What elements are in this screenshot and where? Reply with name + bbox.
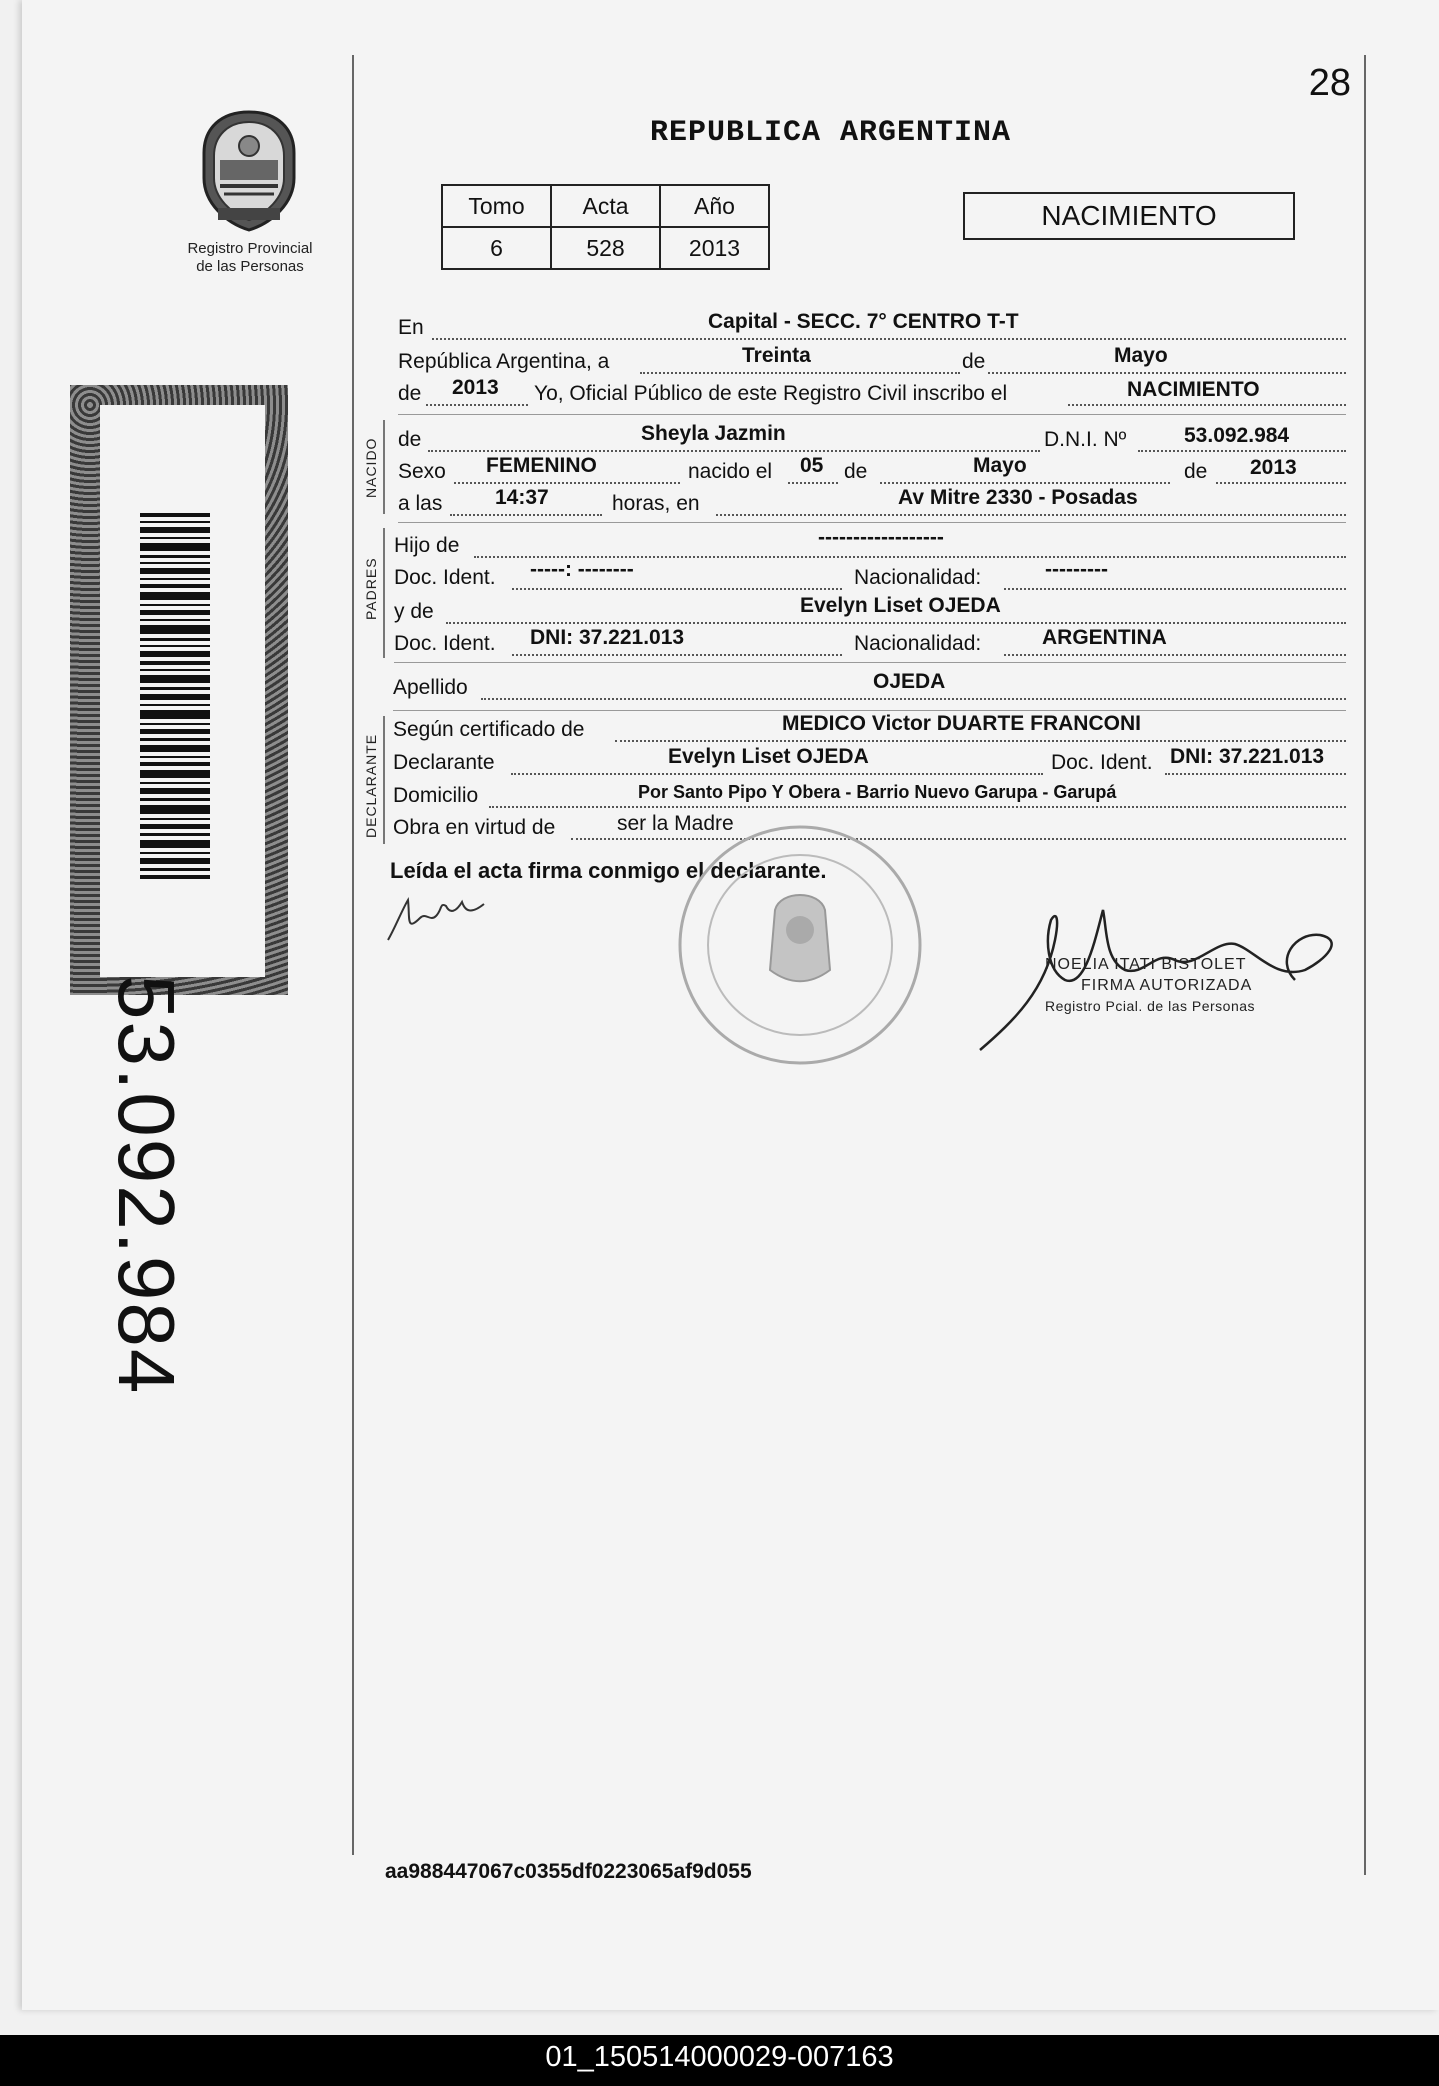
value-virtud: ser la Madre <box>617 812 734 835</box>
side-label-nacido: NACIDO <box>363 437 379 498</box>
label-domicilio: Domicilio <box>393 784 479 807</box>
separator <box>393 710 1346 711</box>
value-madre-nac: ARGENTINA <box>1042 626 1167 649</box>
misiones-coat-of-arms-logo <box>196 108 302 233</box>
label-en: En <box>398 316 424 339</box>
value-madre-doc: DNI: 37.221.013 <box>530 626 685 649</box>
anio-value: 2013 <box>660 227 769 269</box>
dotted-fill <box>1138 450 1346 452</box>
document-title: REPUBLICA ARGENTINA <box>650 116 1012 150</box>
value-apellido: OJEDA <box>873 670 946 693</box>
acta-header-row <box>442 185 769 227</box>
official-stamp <box>670 820 930 1070</box>
line-apellido <box>393 676 1346 706</box>
label-doc-ident-2: Doc. Ident. <box>394 632 496 655</box>
right-margin-line <box>1364 55 1366 1875</box>
label-nacido-el: nacido el <box>688 460 773 483</box>
dotted-fill <box>1004 654 1346 656</box>
label-de-2: de <box>1184 460 1208 483</box>
separator <box>398 414 1346 415</box>
label-doc-ident-3: Doc. Ident. <box>1051 751 1153 774</box>
acta-value: 528 <box>551 227 660 269</box>
padres-bracket <box>383 528 385 658</box>
official-office: Registro Pcial. de las Personas <box>1045 998 1256 1014</box>
dotted-fill <box>428 450 1040 452</box>
label-segun-certificado: Según certificado de <box>393 718 585 741</box>
dotted-fill <box>489 806 1346 808</box>
acta-value-row <box>442 227 769 269</box>
label-apellido: Apellido <box>393 676 468 699</box>
value-lugar-nac: Av Mitre 2330 - Posadas <box>898 486 1138 509</box>
dotted-fill <box>1165 773 1346 775</box>
logo-caption-line1: Registro Provincial <box>187 240 313 257</box>
value-dia-letras: Treinta <box>742 344 811 367</box>
label-yo-oficial: Yo, Oficial Público de este Registro Civil inscribo el <box>534 382 1008 405</box>
value-mes: Mayo <box>1114 344 1168 367</box>
barcode-label <box>100 405 265 977</box>
dotted-fill <box>481 698 1346 700</box>
value-lugar: Capital - SECC. 7° CENTRO T-T <box>708 310 1019 333</box>
dotted-fill <box>716 514 1346 516</box>
value-padre-nac: --------- <box>1045 558 1108 581</box>
label-de-anio: de <box>398 382 422 405</box>
official-signature-block <box>1045 954 1255 1017</box>
acta-header: Acta <box>551 185 660 227</box>
value-certificado: MEDICO Victor DUARTE FRANCONI <box>782 712 1141 735</box>
dotted-fill <box>988 372 1346 374</box>
dotted-fill <box>446 622 1346 624</box>
label-nacionalidad-1: Nacionalidad: <box>854 566 982 589</box>
dotted-fill <box>788 482 838 484</box>
dotted-fill <box>640 372 960 374</box>
label-hijo-de: Hijo de <box>394 534 460 557</box>
dotted-fill <box>426 404 528 406</box>
logo-caption-line2: de las Personas <box>196 258 304 275</box>
label-sexo: Sexo <box>398 460 446 483</box>
dotted-fill <box>615 740 1346 742</box>
value-declarante: Evelyn Liset OJEDA <box>668 745 869 768</box>
label-a-las: a las <box>398 492 443 515</box>
anio-header: Año <box>660 185 769 227</box>
value-tipo: NACIMIENTO <box>1127 378 1260 401</box>
declarant-signature <box>380 888 490 948</box>
dotted-fill <box>512 654 842 656</box>
tomo-value: 6 <box>442 227 551 269</box>
dotted-fill <box>511 773 1043 775</box>
official-role: FIRMA AUTORIZADA <box>1081 977 1253 994</box>
left-margin-line <box>352 55 354 1855</box>
label-nacionalidad-2: Nacionalidad: <box>854 632 982 655</box>
nacido-bracket <box>383 420 385 514</box>
value-nac-anio: 2013 <box>1250 456 1297 479</box>
value-madre: Evelyn Liset OJEDA <box>800 594 1001 617</box>
document-hash: aa988447067c0355df0223065af9d055 <box>385 1860 752 1883</box>
separator <box>394 662 1346 663</box>
acta-table <box>441 184 770 270</box>
label-obra-virtud: Obra en virtud de <box>393 816 556 839</box>
label-doc-ident-1: Doc. Ident. <box>394 566 496 589</box>
label-horas-en: horas, en <box>612 492 700 515</box>
value-padre: ------------------ <box>818 526 944 549</box>
dotted-fill <box>1004 588 1346 590</box>
value-hora: 14:37 <box>495 486 549 509</box>
value-anio: 2013 <box>452 376 499 399</box>
side-label-padres: PADRES <box>363 557 379 620</box>
label-declarante: Declarante <box>393 751 495 774</box>
barcode-sticker <box>70 385 288 1396</box>
dotted-fill <box>450 514 602 516</box>
line-republica <box>398 350 1346 380</box>
tomo-header: Tomo <box>442 185 551 227</box>
value-declarante-doc: DNI: 37.221.013 <box>1170 745 1325 768</box>
value-padre-doc: -----: -------- <box>530 558 634 581</box>
value-domicilio: Por Santo Pipo Y Obera - Barrio Nuevo Garupa - Garupá <box>638 782 1117 802</box>
value-nac-dia: 05 <box>800 454 824 477</box>
dotted-fill <box>1216 482 1346 484</box>
value-nac-mes: Mayo <box>973 454 1027 477</box>
label-republica: República Argentina, a <box>398 350 610 373</box>
separator <box>398 522 1346 523</box>
dotted-fill <box>454 482 680 484</box>
dotted-fill <box>512 588 842 590</box>
dotted-fill <box>1068 404 1346 406</box>
official-name: NOELIA ITATI BISTOLET <box>1045 956 1247 973</box>
record-type-box: NACIMIENTO <box>963 192 1295 240</box>
value-sexo: FEMENINO <box>486 454 597 477</box>
dotted-fill <box>432 338 1346 340</box>
scan-footer-id: 01_150514000029-007163 <box>0 2035 1439 2086</box>
page-number: 28 <box>1308 62 1351 104</box>
dotted-fill <box>880 482 1170 484</box>
label-de-nombre: de <box>398 428 422 451</box>
label-de-mes: de <box>962 350 986 373</box>
declarante-bracket <box>383 716 385 844</box>
label-dni: D.N.I. Nº <box>1044 428 1127 451</box>
value-dni: 53.092.984 <box>1184 424 1290 447</box>
barcode-number: 53.092.984 <box>102 975 191 1396</box>
label-y-de: y de <box>394 600 434 623</box>
logo-caption <box>170 240 330 276</box>
reading-statement: Leída el acta firma conmigo el declarante. <box>390 858 827 883</box>
value-nombre: Sheyla Jazmin <box>641 422 786 445</box>
barcode-icon <box>140 513 220 879</box>
side-label-declarante: DECLARANTE <box>363 733 379 838</box>
label-de-1: de <box>844 460 868 483</box>
